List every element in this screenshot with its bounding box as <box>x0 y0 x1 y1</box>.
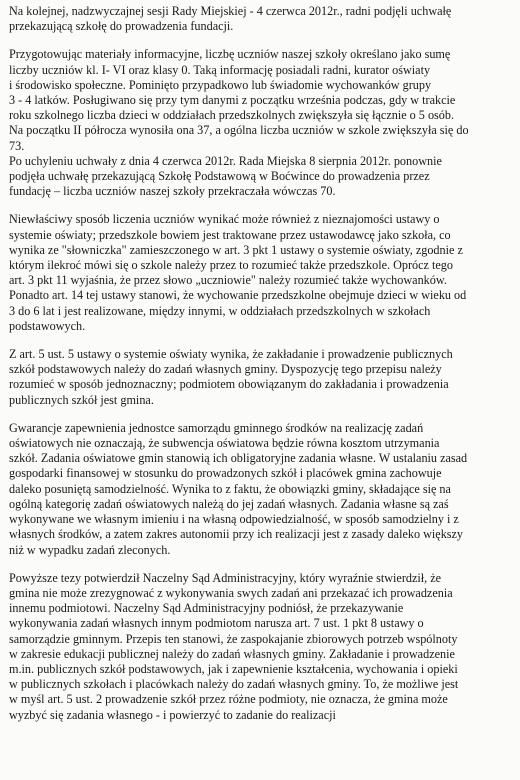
text-line: Na kolejnej, nadzwyczajnej sesji Rady Miejskiej - 4 czerwca 2012r., radni podjęli uchwałę <box>9 4 452 18</box>
text-line: 3 - 4 latków. Posługiwano się przy tym danymi z początku września podczas, gdy w trakcie <box>9 93 456 108</box>
text-line: ogólną kategorię zadań oświatowych należą do jej zadań własnych. Zadania własne są zaś <box>9 496 449 511</box>
text-line: fundację – liczba uczniów naszej szkoły przekraczała wówczas 70. <box>9 184 336 199</box>
paragraph-repealed-resolution <box>9 154 511 200</box>
paragraph-counting-method <box>9 212 511 334</box>
text-line: przekazującą szkołę do prowadzenia fundacji. <box>9 19 234 34</box>
text-line: podstawowych. <box>9 318 86 333</box>
text-line: rozumieć w sposób jednoznaczny; podmiotem obowiązanym do zakładania i prowadzenia <box>9 377 449 392</box>
text-line: art. 3 pkt 11 wyjaśnia, że przez słowo „uczniowie" należy rozumieć także wychowanków. <box>9 273 447 288</box>
text-line: roku szkolnego liczba dzieci w oddziałach przedszkolnych zwiększyła się łącznie o 5 osób. <box>9 108 455 123</box>
text-line: Gwarancje zapewnienia jednostce samorządu gminnego środków na realizację zadań <box>9 420 424 435</box>
text-line: w publicznych szkołach i placówkach należy do zadań własnych gminy. To, że możliwe jest <box>9 677 459 692</box>
text-line: gmina nie może zrezygnować z wykonywania swych zadań ani przekazać ich prowadzenia <box>9 585 453 600</box>
text-line: szkół. Zadania oświatowe gmin stanowią ich obligatoryjne zadania własne. W ustalaniu zasad <box>9 451 468 466</box>
text-line: i środowisko społeczne. Pominięto przypadkowo lub świadomie wychowanków grupy <box>9 77 432 92</box>
text-line: Z art. 5 ust. 5 ustawy o systemie oświaty wynika, że zakładanie i prowadzenie publicznych <box>9 347 453 362</box>
text-line: wykonywania zadań własnych innym podmiotom narusza art. 7 ust. 1 pkt 8 ustawy o <box>9 616 424 631</box>
text-line: daleko posuniętą samodzielność. Wynika to z faktu, że obowiązki gminy, składające się na <box>9 481 451 496</box>
text-line: którym ilekroć mówi się o szkole należy przez to rozumieć także przedszkole. Oprócz tego <box>9 258 453 273</box>
text-line: Niewłaściwy sposób liczenia uczniów wynikać może również z nieznajomości ustawy o <box>9 212 440 227</box>
text-line: w zakresie edukacji publicznej należy do zadań własnych gminy. Zakładanie i prowadzenie <box>9 646 455 661</box>
text-line: liczby uczniów kl. I- VI oraz klasy 0. Taką informację posiadali radni, kurator oświaty <box>9 62 431 77</box>
text-line: publicznych szkół jest gmina. <box>9 392 154 407</box>
text-line: niż w wypadku zadań zleconych. <box>9 542 171 557</box>
text-line: własnych środków, a zatem zakres autonomii przy ich realizacji jest z zasady daleko większy <box>9 527 464 542</box>
text-line: gospodarki finansowej w stosunku do prowadzonych szkół i placówek gmina zachowuje <box>9 466 442 481</box>
text-line: szkół podstawowych należy do zadań własnych gminy. Dyspozycję tego przepisu należy <box>9 362 442 377</box>
text-line: m.in. publicznych szkół podstawowych, jak i zapewnienie kształcenia, wychowania i opieki <box>9 661 458 676</box>
paragraph-funding-guarantees <box>9 421 511 558</box>
text-line: systemie oświaty; przedszkole bowiem jest traktowane przez ustawodawcę jako szkoła, co <box>9 227 451 242</box>
paragraph-session-resolution <box>9 4 511 34</box>
text-line: Po uchyleniu uchwały z dnia 4 czerwca 2012r. Rada Miejska 8 sierpnia 2012r. ponownie <box>9 153 442 168</box>
text-line: 3 do 6 lat i jest realizowane, między innymi, w oddziałach przedszkolnych w szkołach <box>9 303 431 318</box>
text-line: Przygotowując materiały informacyjne, liczbę uczniów naszej szkoły określano jako sumę <box>9 47 451 62</box>
text-line: Na początku II półrocza wynosiła ona 37, a ogólna liczba uczniów w szkole zwiększyła się do <box>9 123 469 138</box>
text-line: innemu podmiotowi. Naczelny Sąd Administracyjny podniósł, że przekazywanie <box>9 601 404 616</box>
text-line: wyzbyć się zadania własnego - i powierzyć to zadanie do realizacji <box>9 707 336 722</box>
text-line: Powyższe tezy potwierdził Naczelny Sąd Administracyjny, który wyraźnie stwierdził, że <box>9 570 442 585</box>
text-line: 73. <box>9 138 25 153</box>
paragraph-art-5-ust-5 <box>9 347 511 408</box>
text-line: w myśl art. 5 ust. 2 prowadzenie szkół przez różne podmioty, nie oznacza, że gmina może <box>9 692 448 707</box>
text-line: oświatowych nie oznaczają, że subwencja oświatowa będzie równa kosztom utrzymania <box>9 436 440 451</box>
text-line: samorządzie gminnym. Przepis ten stanowi, że zaspokajanie zbiorowych potrzeb wspólnoty <box>9 631 458 646</box>
paragraph-student-count <box>9 47 511 153</box>
text-line: Ponadto art. 14 tej ustawy stanowi, że wychowanie przedszkolne obejmuje dzieci w wieku od <box>9 288 467 303</box>
paragraph-nsa-ruling <box>9 571 511 723</box>
text-line: podjęła uchwałę przekazującą Szkołę Podstawową w Boćwince do prowadzenia przez <box>9 169 430 184</box>
text-line: wykonywane we własnym imieniu i na własną odpowiedzialność, w sposób samodzielny i z <box>9 512 459 527</box>
text-line: wynika ze "słowniczka" zamieszczonego w art. 3 pkt 1 ustawy o systemie oświaty, zgodnie z <box>9 242 463 257</box>
